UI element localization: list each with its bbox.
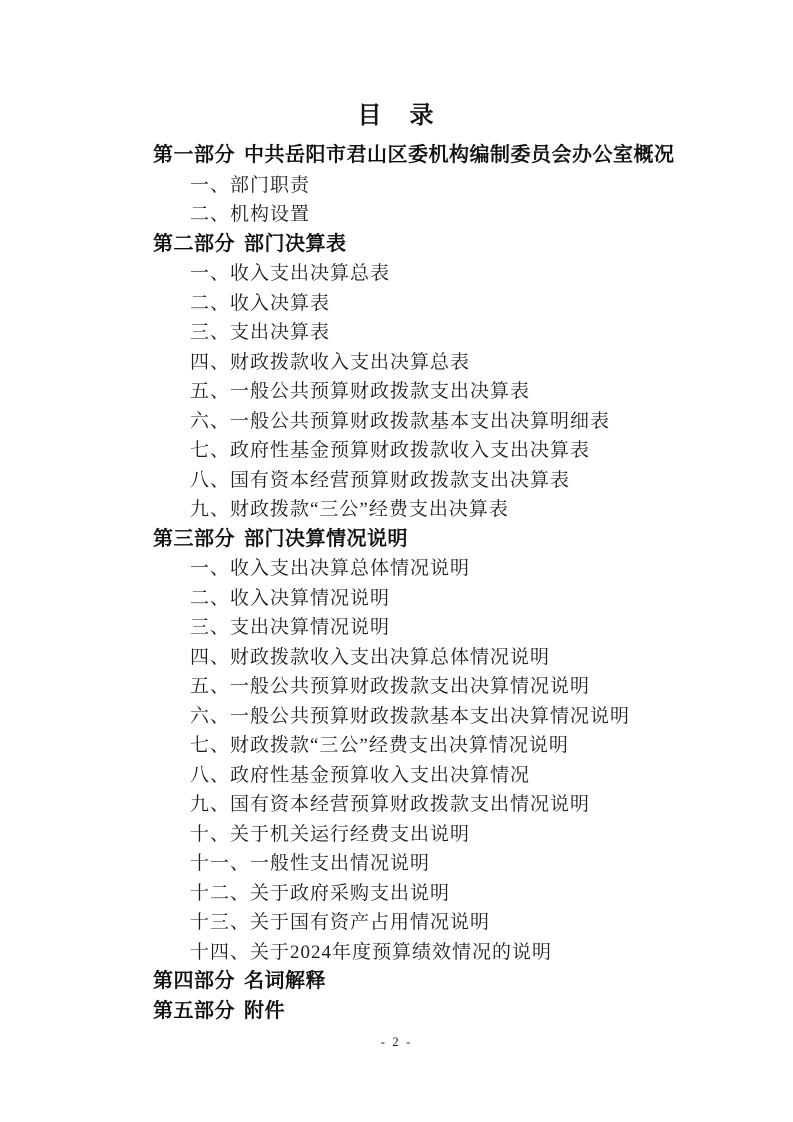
toc-item: 八、政府性基金预算收入支出决算情况	[190, 764, 531, 786]
toc-item: 二、收入决算表	[190, 292, 331, 314]
toc-item: 十一、一般性支出情况说明	[190, 853, 431, 874]
toc-item: 一、收入支出决算总表	[190, 263, 391, 284]
page-number: - 2 -	[380, 1034, 413, 1049]
toc-section-title: 名词解释	[244, 970, 326, 992]
toc-item: 三、支出决算表	[190, 322, 331, 343]
toc-item: 七、政府性基金预算财政拨款收入支出决算表	[190, 440, 591, 461]
toc-section-title: 部门决算表	[244, 232, 347, 255]
toc-item: 八、国有资本经营预算财政拨款支出决算表	[190, 469, 571, 491]
toc-section-title: 附件	[244, 999, 285, 1022]
document-title: 目 录	[357, 103, 436, 129]
toc-item: 九、财政拨款“三公”经费支出决算表	[190, 499, 509, 520]
toc-section-label: 第二部分	[153, 232, 235, 255]
toc-section-title: 中共岳阳市君山区委机构编制委员会办公室概况	[244, 144, 675, 166]
toc-section-heading-1	[0, 141, 793, 171]
toc-section-heading-5	[0, 997, 793, 1027]
toc-item: 六、一般公共预算财政拨款基本支出决算明细表	[190, 410, 611, 432]
toc-item: 九、国有资本经营预算财政拨款支出情况说明	[190, 794, 591, 815]
toc-section-label: 第三部分	[153, 527, 235, 550]
toc-item: 七、财政拨款“三公”经费支出决算情况说明	[190, 735, 569, 756]
toc-section-heading-3	[0, 525, 793, 555]
toc-item: 二、机构设置	[190, 204, 311, 225]
toc-item: 五、一般公共预算财政拨款支出决算表	[190, 381, 531, 402]
toc-item: 三、支出决算情况说明	[190, 617, 391, 638]
toc-item: 五、一般公共预算财政拨款支出决算情况说明	[190, 676, 591, 697]
toc-section-heading-4	[0, 967, 793, 997]
toc-section-title: 部门决算情况说明	[244, 527, 408, 550]
toc-item: 四、财政拨款收入支出决算总表	[190, 351, 471, 373]
toc-item: 四、财政拨款收入支出决算总体情况说明	[190, 646, 551, 668]
toc-section-label: 第五部分	[153, 999, 235, 1022]
toc-section-label: 第四部分	[153, 970, 235, 992]
table-of-contents	[0, 141, 793, 1026]
toc-item: 十四、关于2024年度预算绩效情况的说明	[190, 941, 553, 963]
toc-item: 十二、关于政府采购支出说明	[190, 882, 451, 904]
toc-item: 六、一般公共预算财政拨款基本支出决算情况说明	[190, 705, 631, 727]
toc-item: 二、收入决算情况说明	[190, 587, 391, 609]
toc-item: 十、关于机关运行经费支出说明	[190, 823, 471, 845]
toc-item: 一、收入支出决算总体情况说明	[190, 558, 471, 579]
toc-item: 一、部门职责	[190, 174, 311, 196]
toc-section-heading-2	[0, 230, 793, 260]
toc-item: 十三、关于国有资产占用情况说明	[190, 912, 491, 933]
toc-section-label: 第一部分	[153, 144, 235, 166]
